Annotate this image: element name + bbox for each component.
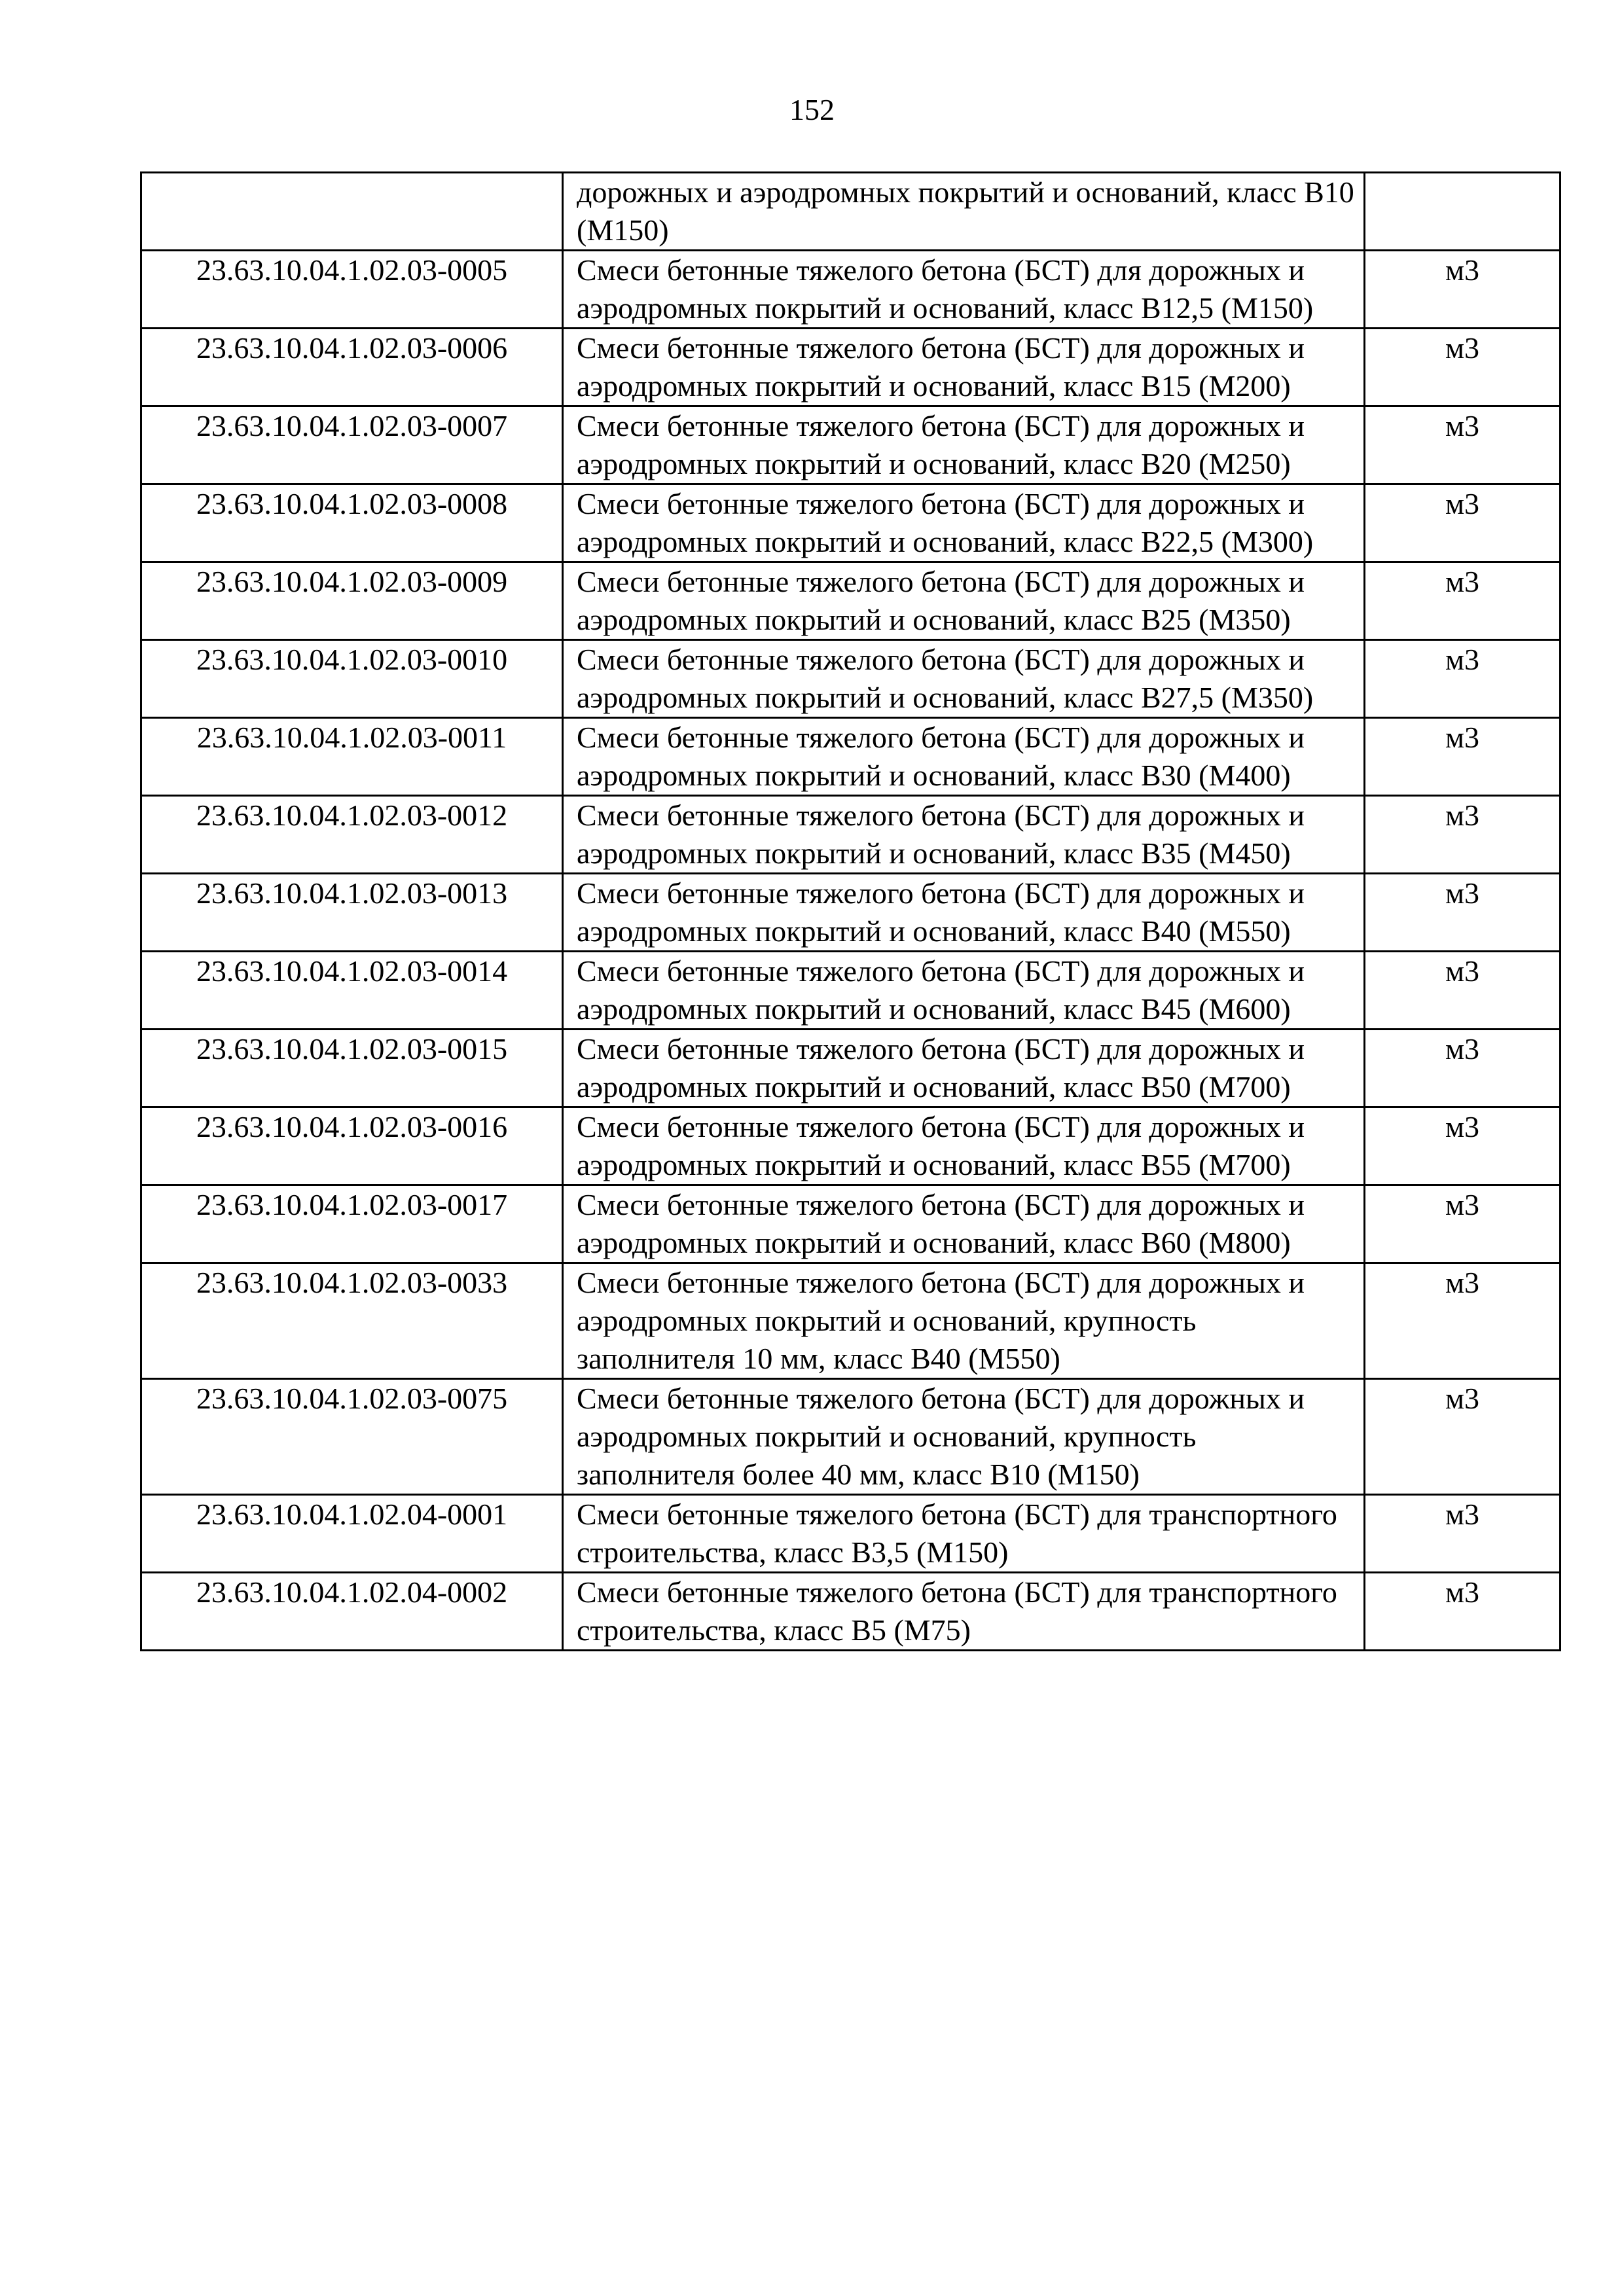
code-cell: 23.63.10.04.1.02.03-0015 bbox=[141, 1030, 563, 1107]
table-row bbox=[141, 562, 1561, 640]
table-row bbox=[141, 173, 1561, 251]
table-row bbox=[141, 1185, 1561, 1263]
page-number: 152 bbox=[789, 93, 835, 126]
code-cell: 23.63.10.04.1.02.03-0013 bbox=[141, 874, 563, 952]
name-cell: Смеси бетонные тяжелого бетона (БСТ) для дорожных и аэродромных покрытий и оснований, класс B55 (М700) bbox=[563, 1107, 1365, 1185]
table-row bbox=[141, 796, 1561, 874]
code-cell: 23.63.10.04.1.02.03-0014 bbox=[141, 952, 563, 1030]
table-row bbox=[141, 406, 1561, 484]
name-cell: Смеси бетонные тяжелого бетона (БСТ) для дорожных и аэродромных покрытий и оснований, класс B22,5 (М300) bbox=[563, 484, 1365, 562]
code-cell: 23.63.10.04.1.02.03-0033 bbox=[141, 1263, 563, 1379]
unit-cell: м3 bbox=[1365, 874, 1561, 952]
code-cell: 23.63.10.04.1.02.03-0007 bbox=[141, 406, 563, 484]
unit-cell: м3 bbox=[1365, 1107, 1561, 1185]
code-cell: 23.63.10.04.1.02.03-0010 bbox=[141, 640, 563, 718]
table-row bbox=[141, 718, 1561, 796]
unit-cell: м3 bbox=[1365, 796, 1561, 874]
table-row bbox=[141, 329, 1561, 406]
unit-cell: м3 bbox=[1365, 1573, 1561, 1651]
name-cell: Смеси бетонные тяжелого бетона (БСТ) для дорожных и аэродромных покрытий и оснований, класс B50 (М700) bbox=[563, 1030, 1365, 1107]
name-cell: Смеси бетонные тяжелого бетона (БСТ) для дорожных и аэродромных покрытий и оснований, класс B27,5 (М350) bbox=[563, 640, 1365, 718]
code-cell: 23.63.10.04.1.02.03-0011 bbox=[141, 718, 563, 796]
table-row bbox=[141, 1379, 1561, 1495]
code-cell: 23.63.10.04.1.02.03-0005 bbox=[141, 251, 563, 329]
code-cell bbox=[141, 173, 563, 251]
table-row bbox=[141, 1495, 1561, 1573]
code-cell: 23.63.10.04.1.02.04-0002 bbox=[141, 1573, 563, 1651]
table-row bbox=[141, 640, 1561, 718]
name-cell: Смеси бетонные тяжелого бетона (БСТ) для дорожных и аэродромных покрытий и оснований, класс B15 (М200) bbox=[563, 329, 1365, 406]
name-cell: Смеси бетонные тяжелого бетона (БСТ) для дорожных и аэродромных покрытий и оснований, класс B20 (М250) bbox=[563, 406, 1365, 484]
unit-cell: м3 bbox=[1365, 329, 1561, 406]
materials-table bbox=[140, 171, 1561, 1651]
table-row bbox=[141, 1107, 1561, 1185]
name-cell: Смеси бетонные тяжелого бетона (БСТ) для дорожных и аэродромных покрытий и оснований, класс B60 (М800) bbox=[563, 1185, 1365, 1263]
table-row bbox=[141, 952, 1561, 1030]
table-row bbox=[141, 251, 1561, 329]
name-cell: Смеси бетонные тяжелого бетона (БСТ) для дорожных и аэродромных покрытий и оснований, класс B30 (М400) bbox=[563, 718, 1365, 796]
unit-cell bbox=[1365, 173, 1561, 251]
name-cell: Смеси бетонные тяжелого бетона (БСТ) для дорожных и аэродромных покрытий и оснований, класс B40 (М550) bbox=[563, 874, 1365, 952]
name-cell: Смеси бетонные тяжелого бетона (БСТ) для транспортного строительства, класс B5 (М75) bbox=[563, 1573, 1365, 1651]
name-cell: Смеси бетонные тяжелого бетона (БСТ) для дорожных и аэродромных покрытий и оснований, крупность заполнителя 10 мм, класс B40 (М550) bbox=[563, 1263, 1365, 1379]
name-cell: Смеси бетонные тяжелого бетона (БСТ) для транспортного строительства, класс B3,5 (М150) bbox=[563, 1495, 1365, 1573]
code-cell: 23.63.10.04.1.02.03-0008 bbox=[141, 484, 563, 562]
unit-cell: м3 bbox=[1365, 484, 1561, 562]
table-row bbox=[141, 1030, 1561, 1107]
name-cell: Смеси бетонные тяжелого бетона (БСТ) для дорожных и аэродромных покрытий и оснований, класс B25 (М350) bbox=[563, 562, 1365, 640]
unit-cell: м3 bbox=[1365, 640, 1561, 718]
code-cell: 23.63.10.04.1.02.03-0009 bbox=[141, 562, 563, 640]
table-row bbox=[141, 1263, 1561, 1379]
code-cell: 23.63.10.04.1.02.03-0006 bbox=[141, 329, 563, 406]
unit-cell: м3 bbox=[1365, 952, 1561, 1030]
code-cell: 23.63.10.04.1.02.03-0012 bbox=[141, 796, 563, 874]
name-cell: Смеси бетонные тяжелого бетона (БСТ) для дорожных и аэродромных покрытий и оснований, крупность заполнителя более 40 мм, класс B10 (М150) bbox=[563, 1379, 1365, 1495]
name-cell: дорожных и аэродромных покрытий и оснований, класс B10 (М150) bbox=[563, 173, 1365, 251]
name-cell: Смеси бетонные тяжелого бетона (БСТ) для дорожных и аэродромных покрытий и оснований, класс B45 (М600) bbox=[563, 952, 1365, 1030]
table-row bbox=[141, 1573, 1561, 1651]
unit-cell: м3 bbox=[1365, 1379, 1561, 1495]
code-cell: 23.63.10.04.1.02.03-0017 bbox=[141, 1185, 563, 1263]
unit-cell: м3 bbox=[1365, 1263, 1561, 1379]
unit-cell: м3 bbox=[1365, 1030, 1561, 1107]
unit-cell: м3 bbox=[1365, 251, 1561, 329]
code-cell: 23.63.10.04.1.02.03-0016 bbox=[141, 1107, 563, 1185]
code-cell: 23.63.10.04.1.02.03-0075 bbox=[141, 1379, 563, 1495]
name-cell: Смеси бетонные тяжелого бетона (БСТ) для дорожных и аэродромных покрытий и оснований, класс B12,5 (М150) bbox=[563, 251, 1365, 329]
name-cell: Смеси бетонные тяжелого бетона (БСТ) для дорожных и аэродромных покрытий и оснований, класс B35 (М450) bbox=[563, 796, 1365, 874]
unit-cell: м3 bbox=[1365, 406, 1561, 484]
table-row bbox=[141, 874, 1561, 952]
unit-cell: м3 bbox=[1365, 718, 1561, 796]
code-cell: 23.63.10.04.1.02.04-0001 bbox=[141, 1495, 563, 1573]
table-row bbox=[141, 484, 1561, 562]
unit-cell: м3 bbox=[1365, 562, 1561, 640]
unit-cell: м3 bbox=[1365, 1185, 1561, 1263]
unit-cell: м3 bbox=[1365, 1495, 1561, 1573]
